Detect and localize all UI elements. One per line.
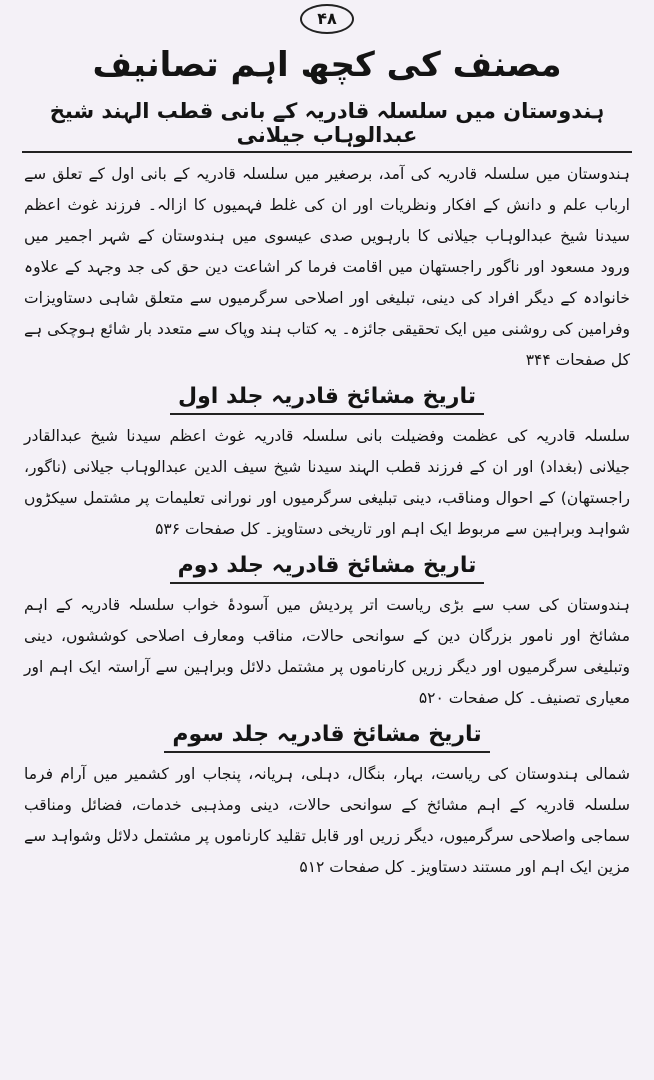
section-1 xyxy=(22,99,632,376)
section-body: ہندوستان کی سب سے بڑی ریاست اتر پردیش میں آسودۂ خواب سلسلہ قادریہ کے اہم مشائخ اور نامور بزرگان دین کے سوانحی حالات، مناقب ومعارف اصلاحی کوششوں، دینی وتبلیغی سرگرمیوں اور دیگر زریں کارناموں پر مشتمل دلائل وبراہین سے آراستہ ایک اہم اور معیاری تصنیف۔ کل صفحات ۵۲۰ xyxy=(24,596,630,707)
section-body: سلسلہ قادریہ کی عظمت وفضیلت بانی سلسلہ قادریہ غوث اعظم سیدنا شیخ عبدالقادر جیلانی (بغداد) اور ان کے فرزند قطب الہند سیدنا شیخ سیف الدین عبدالوہاب جیلانی (ناگور، راجستھان) کے احوال ومناقب، دینی تبلیغی سرگرمیوں اور نورانی تعلیمات پر مشتمل سیکڑوں شواہد وبراہین سے مربوط ایک اہم اور تاریخی دستاویز۔ کل صفحات ۵۳۶ xyxy=(24,427,630,538)
section-4 xyxy=(22,722,632,883)
section-title-container xyxy=(22,384,632,415)
section-title: تاریخ مشائخ قادریہ جلد دوم xyxy=(170,553,485,584)
section-title: ہندوستان میں سلسلہ قادریہ کے بانی قطب الہند شیخ عبدالوہاب جیلانی xyxy=(22,99,632,153)
section-title: تاریخ مشائخ قادریہ جلد اول xyxy=(170,384,484,415)
page-number-container xyxy=(22,4,632,38)
main-title: مصنف کی کچھ اہم تصانیف xyxy=(92,45,562,85)
section-body: شمالی ہندوستان کی ریاست، بہار، بنگال، دہلی، ہریانہ، پنجاب اور کشمیر میں آرام فرما سلسلہ قادریہ کے اہم مشائخ کے سوانحی حالات، دینی ومذہبی خدمات، فضائل ومناقب سماجی واصلاحی سرگرمیوں، دیگر زریں اور قابل تقلید کارناموں پر مشتمل دلائل وشواہد سے مزین ایک اہم اور مستند دستاویز۔ کل صفحات ۵۱۲ xyxy=(24,765,630,876)
section-body: ہندوستان میں سلسلہ قادریہ کی آمد، برصغیر میں سلسلہ قادریہ کے بانی اول کے تعلق سے ارباب علم و دانش کے افکار ونظریات اور ان کی غلط فہمیوں کا ازالہ۔ فرزند غوث اعظم سیدنا شیخ عبدالوہاب جیلانی کا بارہویں صدی عیسوی میں ہندوستان کے شہر اجمیر میں ورود مسعود اور ناگور راجستھان میں اقامت فرما کر اشاعت دین حق کی جد وجہد کے علاوہ خانوادہ کے دیگر افراد کی دینی، تبلیغی اور اصلاحی سرگرمیوں سے متعلق شاہی دستاویزات وفرامین کی روشنی میں ایک تحقیقی جائزہ۔ یہ کتاب ہند وپاک سے متعدد بار شائع ہوچکی ہے کل صفحات ۳۴۴ xyxy=(24,165,630,369)
section-title-container xyxy=(22,99,632,153)
section-title: تاریخ مشائخ قادریہ جلد سوم xyxy=(164,722,489,753)
section-3 xyxy=(22,553,632,714)
page-number: ۴۸ xyxy=(300,4,354,34)
section-2 xyxy=(22,384,632,545)
section-title-container xyxy=(22,553,632,584)
section-title-container xyxy=(22,722,632,753)
